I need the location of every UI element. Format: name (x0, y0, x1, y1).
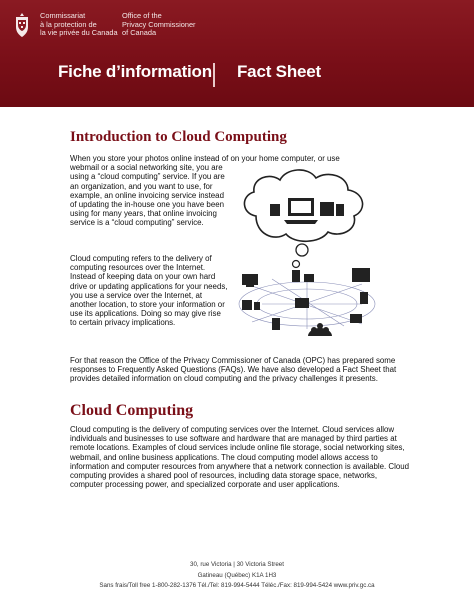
thought-cloud-icon (244, 170, 362, 268)
intro-paragraph-2: Cloud computing refers to the delivery of computing resources over the Internet. Instead of keeping data on your own hard drive or updating applications for your needs, you use a service over the Internet, at another location, to store your information or use its applications. Doing so may give rise to certain privacy implications. (70, 254, 228, 328)
document-type-title (58, 62, 458, 88)
cloud-paragraph-1: Cloud computing is the delivery of computing services over the Internet. Cloud services allow individuals and businesses to use software and hardware that are managed by third parties at remote locations. Examples of cloud services include online file storage, social networking sites, webmail, and online business applications. The cloud computing model allows access to information and computer resources from anywhere that a network connection is available. Cloud computing provides a shared pool of resources, including data storage space, networks, computer processing power, and specialized corporate and user applications. (70, 425, 410, 490)
footer-contact (0, 560, 474, 592)
header-banner (0, 0, 474, 107)
title-english: Fact Sheet (237, 62, 321, 81)
intro-paragraph-3: For that reason the Office of the Privacy Commissioner of Canada (OPC) has prepared some responses to Frequently Asked Questions (FAQs). We have also developed a Fact Sheet that provides detailed information on cloud computing and the privacy challenges it presents. (70, 356, 397, 384)
coat-of-arms-icon (12, 12, 32, 38)
footer-city: Gatineau (Québec) K1A 1H3 (197, 571, 277, 579)
footer-address: 30, rue Victoria | 30 Victoria Street (190, 561, 284, 568)
footer-phone-web: Sans frais/Toll free 1-800-282-1376 Tél./Tel: 819-994-5444 Téléc./Fax: 819-994-5424 www.priv.gc.ca (99, 582, 375, 589)
cloud-network-illustration (232, 164, 382, 344)
intro-paragraph-1-rest: webmail or a social networking site, you are using a “cloud computing” service. If you are an organization, and you want to use, for example, an online invoicing service instead of updating the in-house one you have been using for many years, that online invoicing service is a “cloud computing” service. (70, 163, 225, 228)
agency-name-english: Office of the Privacy Commissioner of Canada (122, 11, 196, 38)
section-heading-introduction: Introduction to Cloud Computing (70, 129, 287, 145)
title-divider (213, 63, 215, 87)
agency-name-french: Commissariat à la protection de la vie privée du Canada (40, 11, 118, 38)
section-heading-cloud-computing: Cloud Computing (70, 402, 194, 419)
title-french: Fiche d’information (58, 62, 212, 81)
intro-paragraph-1-line1: When you store your photos online instead of on your home computer, or use (70, 154, 340, 163)
